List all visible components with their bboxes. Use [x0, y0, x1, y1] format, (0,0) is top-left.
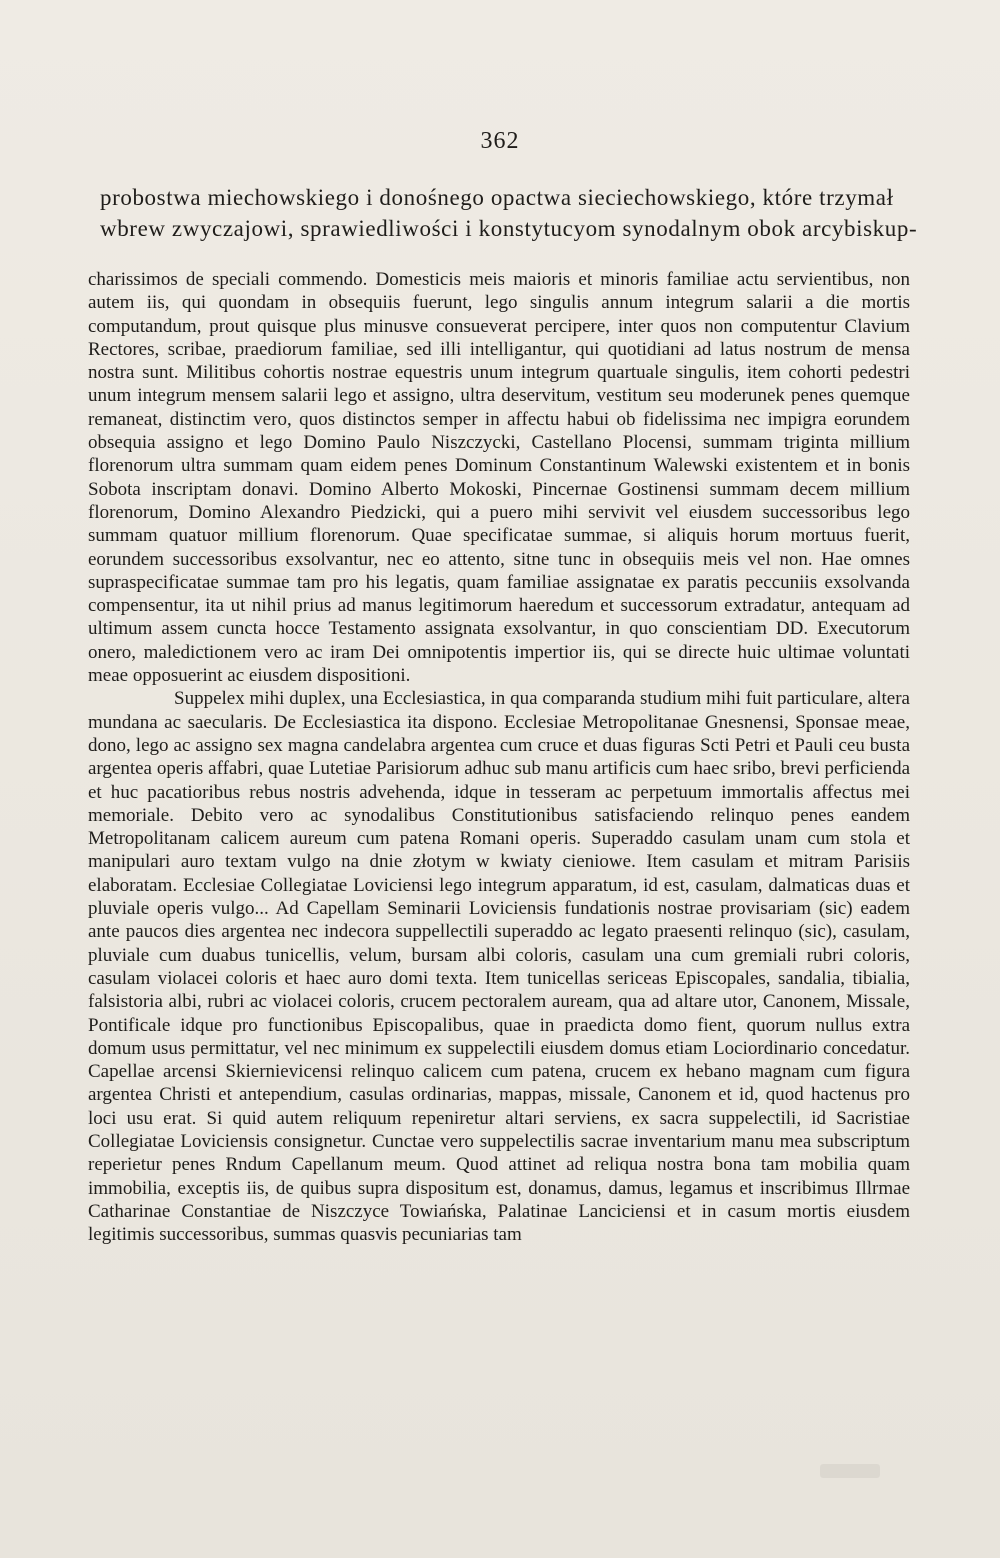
- page-number: 362: [480, 128, 520, 154]
- body-paragraph-2: Suppelex mihi duplex, una Ecclesiastica, in qua comparanda studium mihi fuit particulare, altera mundana ac saecularis. De Ecclesiastica ita dispono. Ecclesiae Metropolitanae Gnesnensi, Sponsae meae, dono, lego ac assigno sex magna candelabra argentea cum cruce et duas figuras Scti Petri et Pauli ceu busta argentea operis affabri, quae Lutetiae Parisiorum adhuc sub manu artificis cum haec sribo, brevi perficienda et huc pacatioribus rebus nostris advehenda, idque in tesseram ac perpetuum immortalis affectus mei memoriale. Debito vero ac synodalibus Constitutionibus satisfaciendo relinquo penes eandem Metropolitanam calicem aureum cum patena Romani operis. Superaddo casulam unam cum stola et manipulari auro textam vulgo na dnie złotym w kwiaty cieniowe. Item casulam et mitram Parisiis elaboratam. Ecclesiae Collegiatae Loviciensi lego integrum apparatum, id est, casulam, dalmaticas duas et pluviale operis vulgo... Ad Capellam Seminarii Loviciensis fundationis nostrae provisariam (sic) eadem ante paucos dies argentea nec indecora suppellectili superaddo ac legato praesenti relinquo (sic), casulam, pluviale cum duabus tunicellis, velum, bursam albi coloris, casulam una cum gremiali rubri coloris, casulam violacei coloris et haec auro domi texta. Item tunicellas sericeas Episcopales, sandalia, tibialia, falsistoria albi, rubri ac violacei coloris, crucem pectoralem auream, qua ad altare utor, Canonem, Missale, Pontificale idque pro functionibus Episcopalibus, quae in praedicta domo fient, quorum nullus extra domum usus permittatur, vel nec minimum ex suppelectili eiusdem domus etiam Lociordinario concedatur. Capellae arcensi Skiernievicensi relinquo calicem cum patena, crucem ex hebano magnam cum figura argentea Christi et antependium, casulas ordinarias, mappas, missale, Canonem et id, quod hactenus pro loci usu erat. Si quid autem reliquum repeniretur altari serviens, ex sacra suppelectili, id Sacristiae Collegiatae Loviciensis consignetur. Cunctae vero suppelectilis sacrae inventarium manu mea subscriptum reperietur penes Rndum Capellanum meum. Quod attinet ad reliqua nostra bona tam mobilia quam immobilia, exceptis iis, de quibus supra dispositum est, donamus, damus, legamus et inscribimus Illrmae Catharinae Constantiae de Niszczyce Towiańska, Palatinae Lanciciensi et in casum mortis eiusdem legitimis successoribus, summas quasvis pecuniarias tam: [88, 688, 910, 1246]
- faint-stamp: [820, 1464, 880, 1478]
- intro-polish-text: [100, 182, 922, 244]
- body-paragraph-1: charissimos de speciali commendo. Domesticis meis maioris et minoris familiae actu servientibus, non autem iis, qui quondam in obsequiis fuerunt, lego singulis annum integrum salarii a die mortis computandum, prout quisque plus minusve consueverat percipere, inter quos non computentur Clavium Rectores, scribae, praediorum familiae, sed illi intelligantur, qui quotidiani ad latus nostrum de mensa nostra sunt. Militibus cohortis nostrae equestris unum integrum quartuale singulis, item cohorti pedestri unum integrum mensem salarii lego et assigno, ultra deservitum, vestitum seu moderunek penes quemque remaneat, distinctim vero, quos distinctos semper in affectu habui ob fidelissima nec impigra eorundem obsequia assigno et lego Domino Paulo Niszczycki, Castellano Plocensi, summam triginta millium florenorum ultra summam quam eidem penes Dominum Constantinum Walewski existentem et in bonis Sobota inscriptam donavi. Domino Alberto Mokoski, Pincernae Gostinensi summam decem millium florenorum, Domino Alexandro Piedzicki, qui a puero mihi servivit vel eiusdem successoribus lego summam quatuor millium florenorum. Quae specificatae summae, si aliquis horum mortuus fuerit, eorundem successoribus exsolvantur, nec eo attento, sitne tunc in obsequiis meis vel non. Hae omnes supraspecificatae summae tam pro his legatis, quam familiae assignatae ex paratis peccuniis exsolvanda compensentur, ita ut nihil prius ad manus legitimorum haeredum et successorum extradatur, antequam ad ultimum assem cuncta hocce Testamento assignata exsolvantur, in quo conscientiam DD. Executorum onero, maledictionem vero ac iram Dei omnipotentis impertior iis, qui se directe huic ultimae voluntati meae opposuerint ac eiusdem dispositioni.: [88, 269, 910, 687]
- latin-body-text: [88, 268, 910, 1246]
- intro-paragraph: probostwa miechowskiego i donośnego opactwa sieciechowskiego, które trzymał wbrew zwyczajowi, sprawiedliwości i konstytucyom synodalnym obok arcybiskup-: [100, 185, 918, 241]
